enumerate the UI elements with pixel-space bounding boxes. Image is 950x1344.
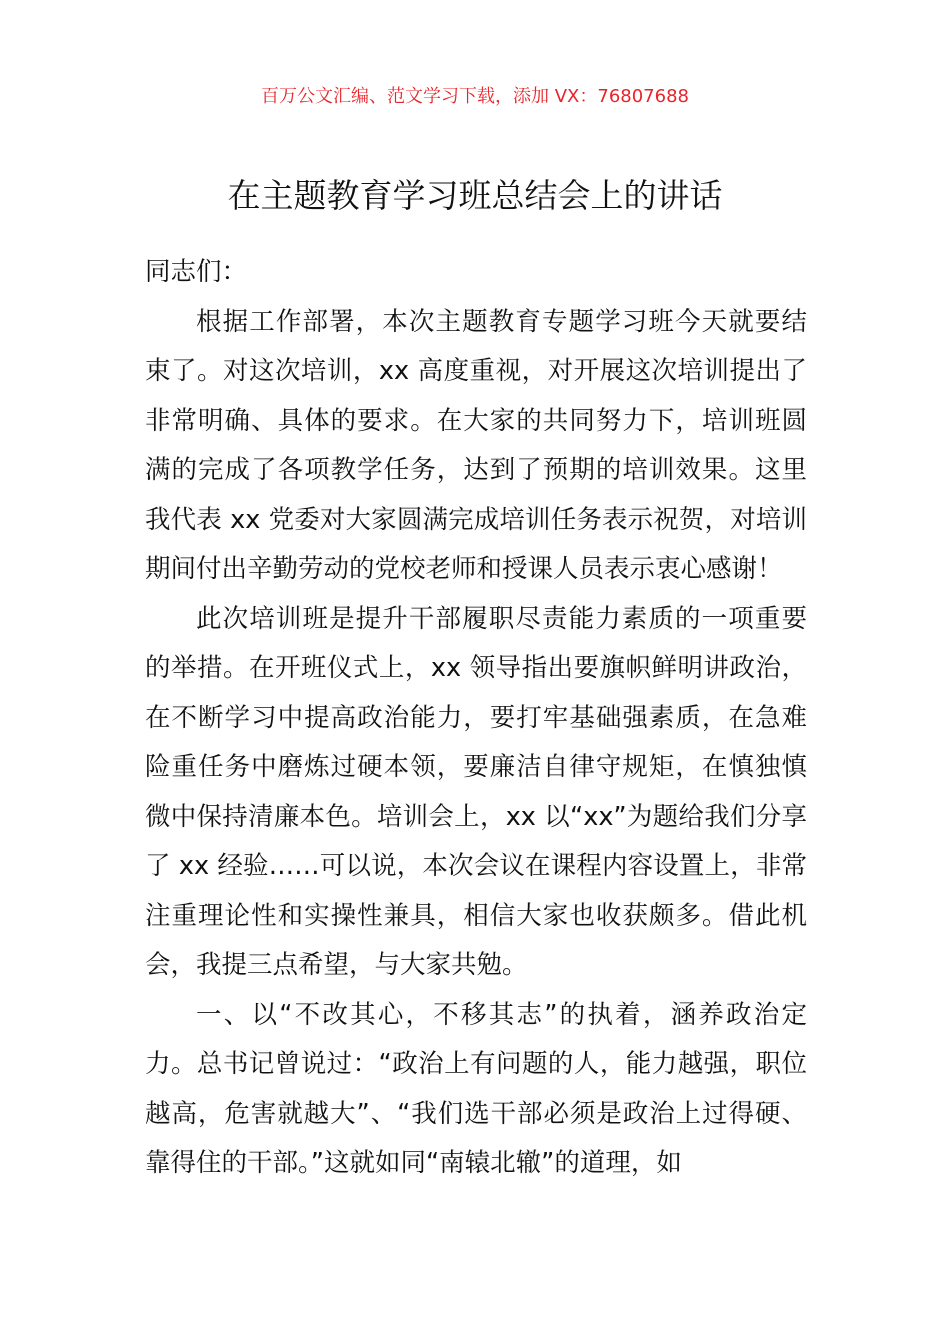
page-title: 在主题教育学习班总结会上的讲话 [227, 176, 723, 215]
document-body [145, 248, 807, 1189]
salutation: 同志们： [145, 257, 248, 287]
paragraph-1: 根据工作部署，本次主题教育专题学习班今天就要结束了。对这次培训，xx 高度重视，对开展这次培训提出了非常明确、具体的要求。在大家的共同努力下，培训班圆满的完成了各项教学任务，达到了预期的培训效果。这里我代表 xx 党委对大家圆满完成培训任务表示祝贺，对培训期间付出辛勤劳动的党校老师和授课人员表示衷心感谢！ [145, 306, 807, 584]
paragraph-3: 一、以“不改其心，不移其志”的执着，涵养政治定力。总书记曾说过：“政治上有问题的人，能力越强，职位越高，危害就越大”、“我们选干部必须是政治上过得硬、靠得住的干部。”这就如同“南辕北辙”的道理，如 [145, 999, 807, 1178]
paragraph-2: 此次培训班是提升干部履职尽责能力素质的一项重要的举措。在开班仪式上，xx 领导指出要旗帜鲜明讲政治，在不断学习中提高政治能力，要打牢基础强素质，在急难险重任务中磨炼过硬本领，要廉洁自律守规矩，在慎独慎微中保持清廉本色。培训会上，xx 以“xx”为题给我们分享了 xx 经验……可以说，本次会议在课程内容设置上，非常注重理论性和实操性兼具，相信大家也收获颇多。借此机会，我提三点希望，与大家共勉。 [145, 603, 807, 980]
watermark-banner: 百万公文汇编、范文学习下载，添加 VX：76807688 [261, 86, 689, 107]
